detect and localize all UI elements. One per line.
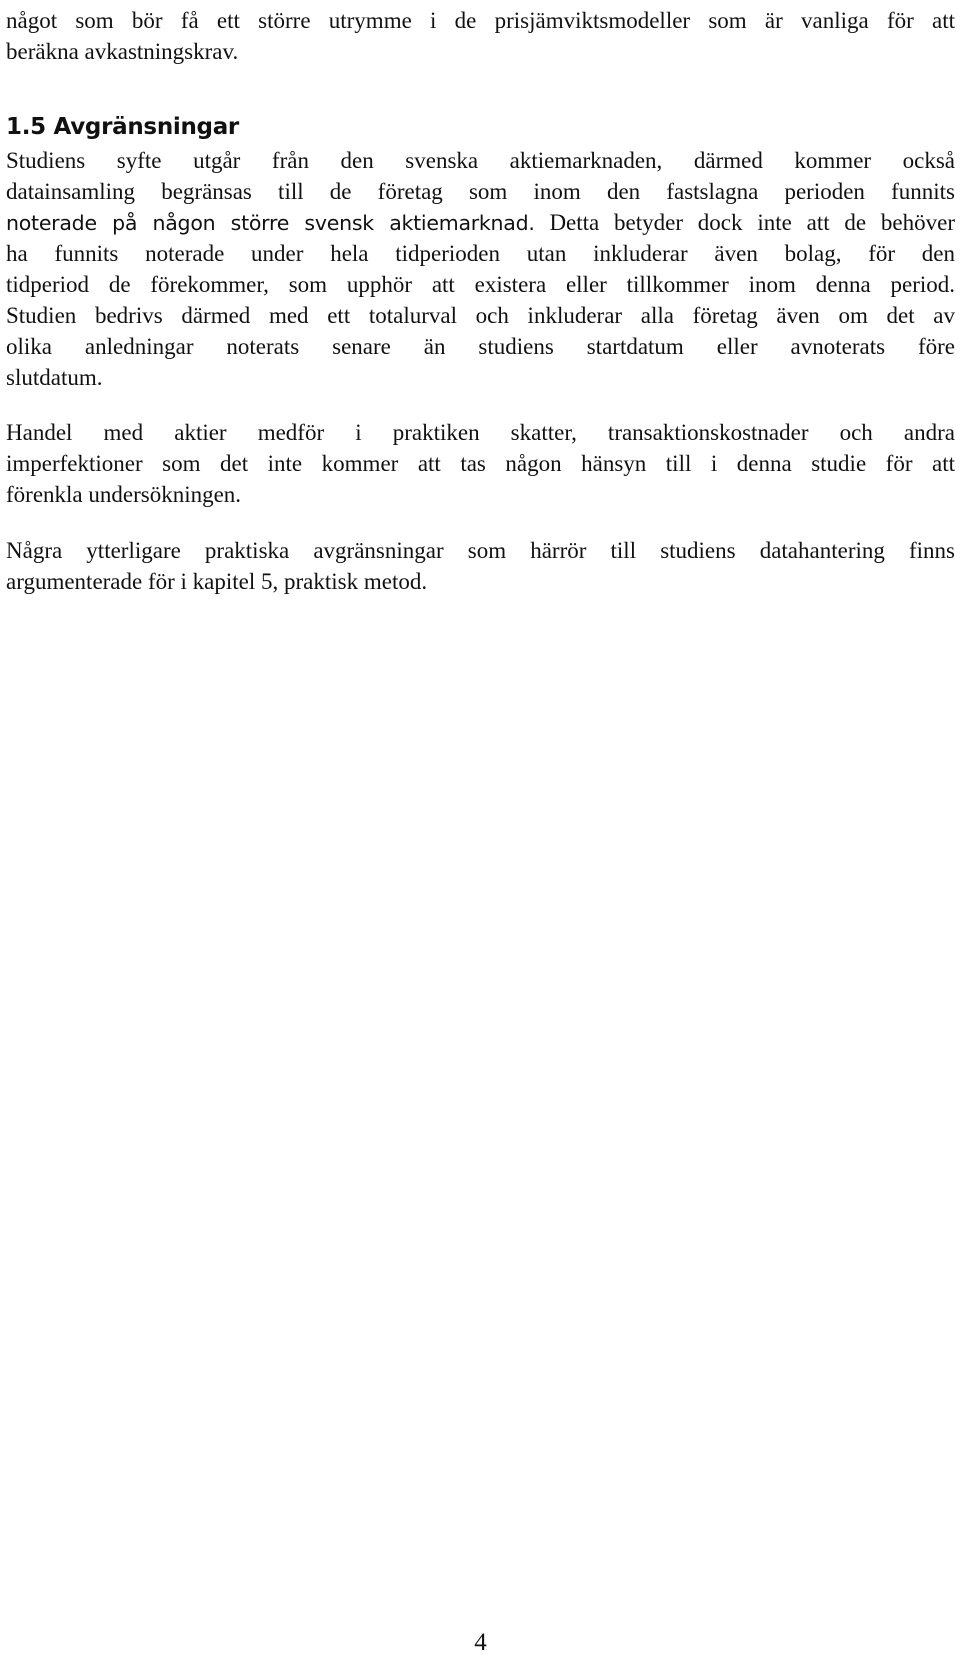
text-line: Handel med aktier medför i praktiken skatter, transaktionskostnader och andra bbox=[6, 420, 955, 445]
text-line: argumenterade för i kapitel 5, praktisk metod. bbox=[6, 569, 428, 594]
text-line: förenkla undersökningen. bbox=[6, 482, 242, 507]
text-line-mixed bbox=[6, 207, 955, 238]
text-line: Studien bedrivs därmed med ett totalurval och inkluderar alla företag även om det av bbox=[6, 303, 955, 328]
text-line: imperfektioner som det inte kommer att tas någon hänsyn till i denna studie för att bbox=[6, 451, 955, 476]
page-number: 4 bbox=[474, 1629, 487, 1656]
text-line: tidperiod de förekommer, som upphör att existera eller tillkommer inom denna period. bbox=[6, 272, 955, 297]
text-line: datainsamling begränsas till de företag som inom den fastslagna perioden funnits bbox=[6, 179, 955, 204]
text-line: Studiens syfte utgår från den svenska aktiemarknaden, därmed kommer också bbox=[6, 148, 955, 173]
text-line: beräkna avkastningskrav. bbox=[6, 39, 239, 64]
paragraph-further-limits bbox=[6, 535, 955, 597]
section-heading-text: 1.5 Avgränsningar bbox=[6, 114, 239, 140]
text-line: slutdatum. bbox=[6, 365, 103, 390]
text-line: ha funnits noterade under hela tidperioden utan inkluderar även bolag, för den bbox=[6, 241, 955, 266]
paragraph-scope bbox=[6, 145, 955, 393]
text-line: något som bör få ett större utrymme i de prisjämviktsmodeller som är vanliga för att bbox=[6, 8, 955, 33]
intro-paragraph bbox=[6, 5, 955, 67]
text-run-sans: noterade på någon större svensk aktiemarknad. bbox=[6, 211, 535, 235]
paragraph-trading-costs bbox=[6, 417, 955, 510]
text-line: Några ytterligare praktiska avgränsningar som härrör till studiens datahantering finns bbox=[6, 538, 955, 563]
text-run-serif: Detta betyder dock inte att de behöver bbox=[534, 210, 955, 235]
text-line: olika anledningar noterats senare än studiens startdatum eller avnoterats före bbox=[6, 334, 955, 359]
section-heading bbox=[6, 112, 955, 143]
